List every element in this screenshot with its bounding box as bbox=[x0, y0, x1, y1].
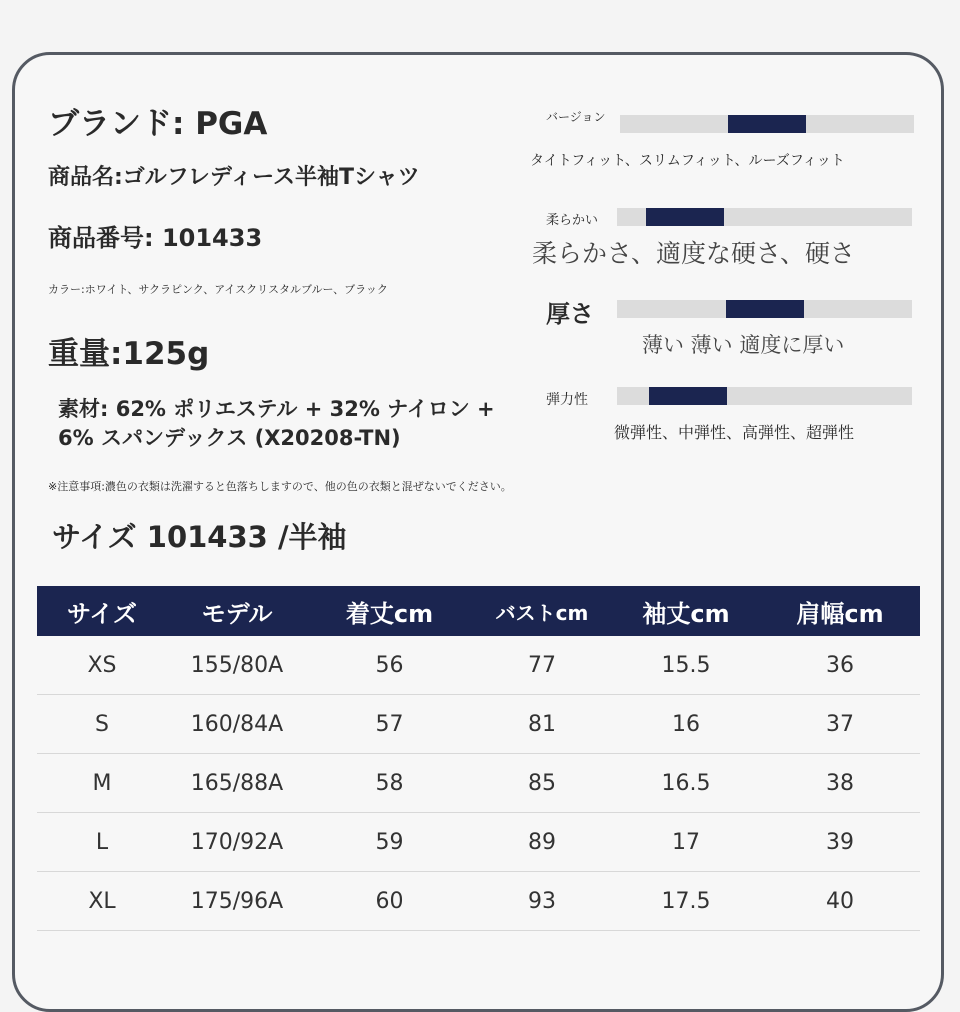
scale-fill-fit bbox=[728, 115, 806, 133]
table-row bbox=[37, 695, 920, 754]
cell-length: 56 bbox=[307, 636, 472, 695]
scale-desc-elasticity: 微弾性、中弾性、高弾性、超弾性 bbox=[614, 423, 855, 442]
cell-model: 165/88A bbox=[167, 754, 307, 813]
product-number: 商品番号: 101433 bbox=[48, 224, 263, 252]
cell-model: 170/92A bbox=[167, 813, 307, 872]
scale-fill-softness bbox=[646, 208, 724, 226]
scale-track-elasticity bbox=[617, 387, 912, 405]
header-size: サイズ bbox=[37, 586, 167, 636]
header-sleeve: 袖丈cm bbox=[612, 586, 760, 636]
header-shoulder: 肩幅cm bbox=[760, 586, 920, 636]
scale-fill-elasticity bbox=[649, 387, 727, 405]
scale-desc-softness: 柔らかさ、適度な硬さ、硬さ bbox=[532, 239, 856, 268]
scale-label-fit: バージョン bbox=[546, 110, 606, 124]
cell-size: XL bbox=[37, 872, 167, 931]
cell-sleeve: 17.5 bbox=[612, 872, 760, 931]
product-name: 商品名:ゴルフレディース半袖Tシャツ bbox=[48, 165, 420, 190]
scale-desc-fit: タイトフィット、スリムフィット、ルーズフィット bbox=[530, 153, 845, 169]
table-row bbox=[37, 754, 920, 813]
size-table-header bbox=[37, 586, 920, 636]
weight-label: 重量:125g bbox=[48, 336, 210, 372]
cell-bust: 89 bbox=[472, 813, 612, 872]
cell-sleeve: 16 bbox=[612, 695, 760, 754]
scale-track-fit bbox=[620, 115, 914, 133]
cell-shoulder: 37 bbox=[760, 695, 920, 754]
scale-label-softness: 柔らかい bbox=[546, 213, 599, 228]
size-title: サイズ 101433 /半袖 bbox=[52, 520, 347, 554]
cell-size: XS bbox=[37, 636, 167, 695]
cell-sleeve: 17 bbox=[612, 813, 760, 872]
cell-shoulder: 39 bbox=[760, 813, 920, 872]
cell-length: 57 bbox=[307, 695, 472, 754]
cell-shoulder: 38 bbox=[760, 754, 920, 813]
header-bust: バストcm bbox=[472, 586, 612, 636]
scale-track-softness bbox=[617, 208, 912, 226]
material-label: 素材: 62% ポリエステル + 32% ナイロン + 6% スパンデックス (X20208-TN) bbox=[58, 397, 495, 450]
cell-bust: 93 bbox=[472, 872, 612, 931]
table-row bbox=[37, 813, 920, 872]
cell-bust: 77 bbox=[472, 636, 612, 695]
size-table bbox=[37, 586, 920, 931]
scale-desc-thickness: 薄い 薄い 適度に厚い bbox=[642, 333, 845, 357]
cell-shoulder: 40 bbox=[760, 872, 920, 931]
cell-length: 58 bbox=[307, 754, 472, 813]
table-row bbox=[37, 636, 920, 695]
brand-label: ブランド: PGA bbox=[48, 106, 268, 142]
scale-fill-thickness bbox=[726, 300, 804, 318]
table-row bbox=[37, 872, 920, 931]
cell-size: L bbox=[37, 813, 167, 872]
scale-label-elasticity: 弾力性 bbox=[546, 392, 588, 408]
cell-bust: 81 bbox=[472, 695, 612, 754]
cell-model: 160/84A bbox=[167, 695, 307, 754]
cell-size: S bbox=[37, 695, 167, 754]
cell-length: 59 bbox=[307, 813, 472, 872]
cell-sleeve: 16.5 bbox=[612, 754, 760, 813]
scale-label-thickness: 厚さ bbox=[546, 300, 594, 328]
cell-bust: 85 bbox=[472, 754, 612, 813]
cell-size: M bbox=[37, 754, 167, 813]
care-note: ※注意事項:濃色の衣類は洗濯すると色落ちしますので、他の色の衣類と混ぜないでください。 bbox=[48, 480, 512, 493]
cell-length: 60 bbox=[307, 872, 472, 931]
color-list: カラー:ホワイト、サクラピンク、アイスクリスタルブルー、ブラック bbox=[48, 283, 388, 296]
header-length: 着丈cm bbox=[307, 586, 472, 636]
cell-model: 175/96A bbox=[167, 872, 307, 931]
scale-track-thickness bbox=[617, 300, 912, 318]
cell-shoulder: 36 bbox=[760, 636, 920, 695]
cell-model: 155/80A bbox=[167, 636, 307, 695]
cell-sleeve: 15.5 bbox=[612, 636, 760, 695]
header-model: モデル bbox=[167, 586, 307, 636]
